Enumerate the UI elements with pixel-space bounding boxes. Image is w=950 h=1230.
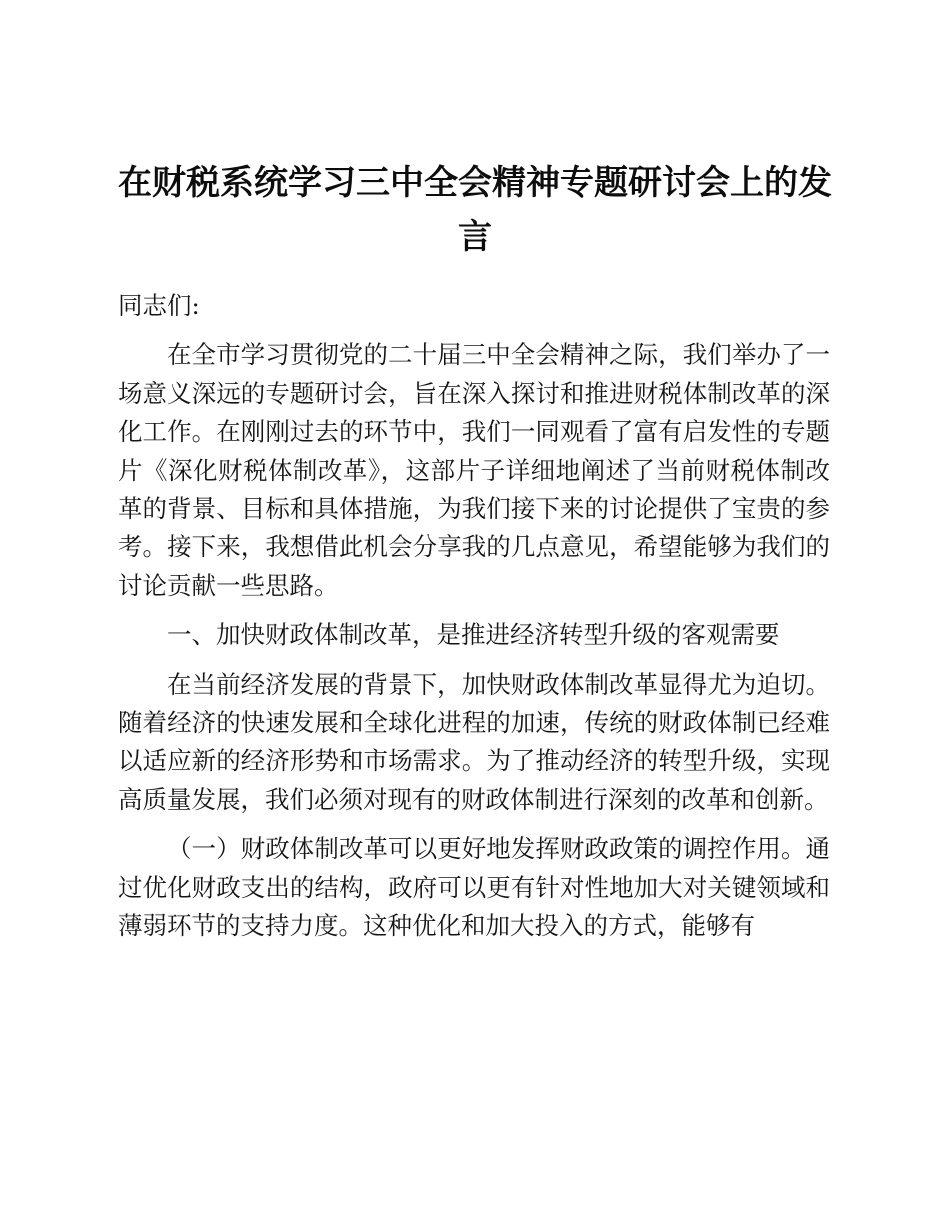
document-body xyxy=(118,287,830,946)
subsection-paragraph: （一）财政体制改革可以更好地发挥财政政策的调控作用。通过优化财政支出的结构，政府可以更有针对性地加大对关键领域和薄弱环节的支持力度。这种优化和加大投入的方式，能够有 xyxy=(118,834,830,941)
document-title: 在财税系统学习三中全会精神专题研讨会上的发言 xyxy=(118,163,832,257)
section-heading: 一、加快财政体制改革，是推进经济转型升级的客观需要 xyxy=(167,620,780,650)
section-paragraph: 在当前经济发展的背景下，加快财政体制改革显得尤为迫切。随着经济的快速发展和全球化进程的加速，传统的财政体制已经难以适应新的经济形势和市场需求。为了推动经济的转型升级，实现高质量发展，我们必须对现有的财政体制进行深刻的改革和创新。 xyxy=(118,669,830,814)
intro-paragraph: 在全市学习贯彻党的二十届三中全会精神之际，我们举办了一场意义深远的专题研讨会，旨在深入探讨和推进财税体制改革的深化工作。在刚刚过去的环节中，我们一同观看了富有启发性的专题片《深化财税体制改革》，这部片子详细地阐述了当前财税体制改革的背景、目标和具体措施，为我们接下来的讨论提供了宝贵的参考。接下来，我想借此机会分享我的几点意见，希望能够为我们的讨论贡献一些思路。 xyxy=(118,340,830,600)
salutation: 同志们: xyxy=(118,291,200,320)
